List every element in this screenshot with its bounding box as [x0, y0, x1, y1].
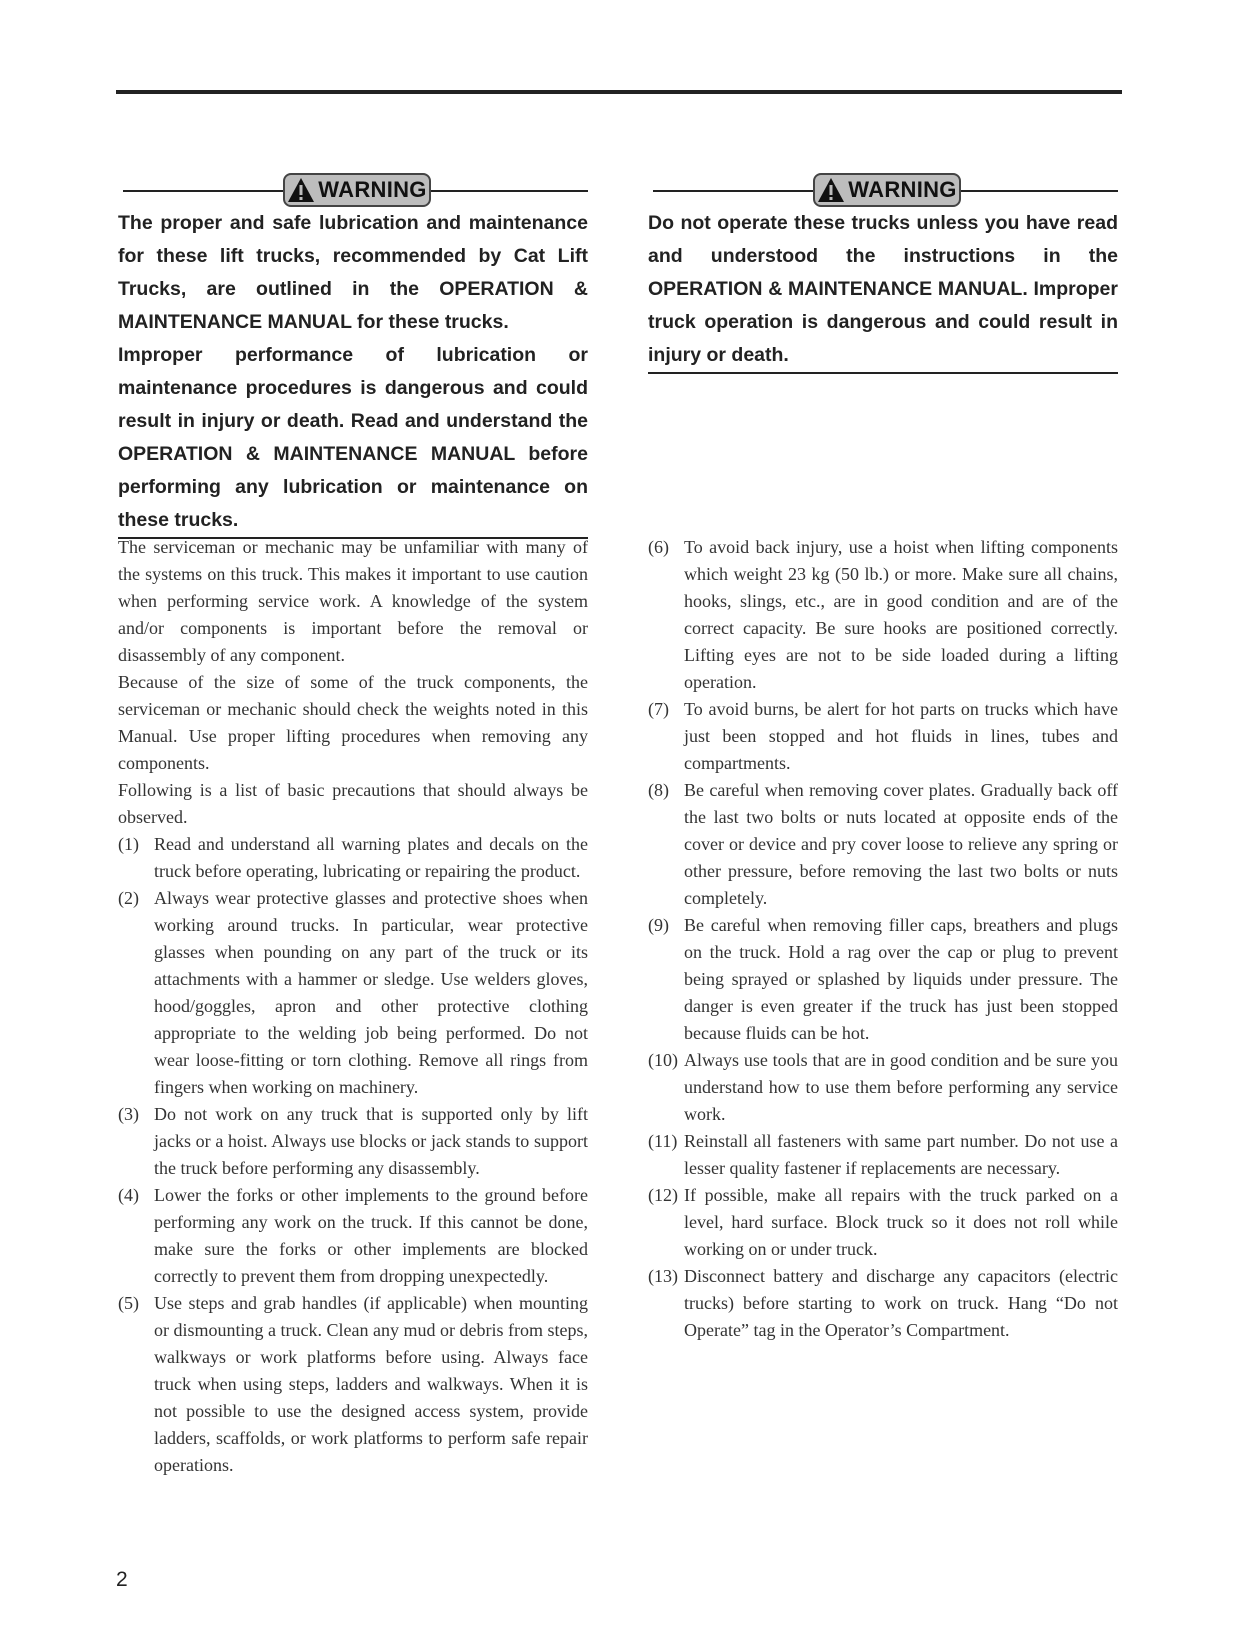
item-text: Be careful when removing cover plates. Gradually back off the last two bolts or nuts located at opposite ends of the cover or device and pry cover loose to relieve any spring or other pressure, before removing the last two bolts or nuts completely.	[684, 780, 1118, 908]
precaution-item	[118, 885, 588, 1101]
warning-paragraph: Do not operate these trucks unless you have read and understood the instructions in the OPERATION & MAINTENANCE MANUAL. Improper truck operation is dangerous and could result in injury or death.	[648, 212, 1118, 366]
precaution-item	[648, 1128, 1118, 1182]
item-text: If possible, make all repairs with the truck parked on a level, hard surface. Block truck so it does not roll while working on or under truck.	[684, 1185, 1118, 1259]
warning-label: WARNING	[318, 177, 427, 202]
warning-bottom-rule	[648, 372, 1118, 374]
item-text: Reinstall all fasteners with same part number. Do not use a lesser quality fastener if replacements are necessary.	[684, 1131, 1118, 1178]
item-number: (2)	[118, 888, 139, 908]
item-number: (8)	[648, 780, 669, 800]
item-text: Do not work on any truck that is supported only by lift jacks or a hoist. Always use blocks or jack stands to support the truck before performing any disassembly.	[154, 1104, 588, 1178]
warning-header	[648, 173, 1118, 207]
warning-paragraph: The proper and safe lubrication and maintenance for these lift trucks, recommended by Cat Lift Trucks, are outlined in the OPERATION & MAINTENANCE MANUAL for these trucks.	[118, 212, 588, 333]
item-text: Always use tools that are in good condition and be sure you understand how to use them before performing any service work.	[684, 1050, 1118, 1124]
item-number: (6)	[648, 537, 669, 557]
precaution-item	[118, 1101, 588, 1182]
precaution-item	[648, 777, 1118, 912]
precaution-item	[648, 1263, 1118, 1344]
precaution-item	[118, 1182, 588, 1290]
item-text: Disconnect battery and discharge any capacitors (electric trucks) before starting to work on truck. Hang “Do not Operate” tag in the Operator’s Compartment.	[684, 1266, 1118, 1340]
item-text: Lower the forks or other implements to the ground before performing any work on the truck. If this cannot be done, make sure the forks or other implements are blocked correctly to prevent them from dropping unexpectedly.	[154, 1185, 588, 1286]
precaution-item	[118, 831, 588, 885]
intro-paragraph: The serviceman or mechanic may be unfamiliar with many of the systems on this truck. This makes it important to use caution when performing service work. A knowledge of the system and/or components is important before the removal or disassembly of any component.	[118, 537, 588, 665]
item-text: Be careful when removing filler caps, breathers and plugs on the truck. Hold a rag over the cap or plug to prevent being sprayed or splashed by liquids under pressure. The danger is even greater if the truck has just been stopped because fluids can be hot.	[684, 915, 1118, 1043]
item-number: (7)	[648, 699, 669, 719]
warning-text	[118, 207, 588, 537]
item-text: To avoid burns, be alert for hot parts on trucks which have just been stopped and hot fluids in lines, tubes and compartments.	[684, 699, 1118, 773]
warning-badge	[813, 173, 961, 207]
warning-text	[648, 207, 1118, 372]
precaution-item	[648, 534, 1118, 696]
item-number: (13)	[648, 1266, 678, 1286]
page-number: 2	[116, 1568, 128, 1591]
warning-box-operation	[648, 173, 1118, 374]
item-number: (3)	[118, 1104, 139, 1124]
item-number: (5)	[118, 1293, 139, 1313]
precaution-item	[648, 696, 1118, 777]
precaution-item	[648, 1182, 1118, 1263]
warning-badge	[283, 173, 431, 207]
item-text: Always wear protective glasses and protective shoes when working around trucks. In particular, wear protective glasses when pounding on any part of the truck or its attachments with a hammer or sledge. Use welders gloves, hood/goggles, apron and other protective clothing appropriate to the welding job being performed. Do not wear loose-fitting or torn clothing. Remove all rings from fingers when working on machinery.	[154, 888, 588, 1097]
warning-header	[118, 173, 588, 207]
item-number: (11)	[648, 1131, 678, 1151]
right-column-body	[648, 534, 1118, 1344]
item-number: (4)	[118, 1185, 139, 1205]
warning-paragraph: Improper performance of lubrication or maintenance procedures is dangerous and could result in injury or death. Read and understand the OPERATION & MAINTENANCE MANUAL before performing any lubrication or maintenance on these trucks.	[118, 344, 588, 531]
precaution-item	[648, 912, 1118, 1047]
warning-box-maintenance	[118, 173, 588, 539]
warning-triangle-icon	[287, 177, 315, 203]
warning-triangle-icon	[817, 177, 845, 203]
left-column-body	[118, 534, 588, 1479]
intro-paragraph: Because of the size of some of the truck components, the serviceman or mechanic should check the weights noted in this Manual. Use proper lifting procedures when removing any components.	[118, 672, 588, 773]
item-number: (1)	[118, 834, 139, 854]
header-rule	[116, 90, 1122, 94]
precaution-item	[648, 1047, 1118, 1128]
intro-paragraph: Following is a list of basic precautions that should always be observed.	[118, 780, 588, 827]
warning-label: WARNING	[848, 177, 957, 202]
precaution-item	[118, 1290, 588, 1479]
item-text: To avoid back injury, use a hoist when lifting components which weight 23 kg (50 lb.) or more. Make sure all chains, hooks, slings, etc., are in good condition and are of the correct capacity. Be sure hooks are positioned correctly. Lifting eyes are not to be side loaded during a lifting operation.	[684, 537, 1118, 692]
item-text: Read and understand all warning plates and decals on the truck before operating, lubricating or repairing the product.	[154, 834, 588, 881]
item-number: (12)	[648, 1185, 678, 1205]
item-text: Use steps and grab handles (if applicable) when mounting or dismounting a truck. Clean any mud or debris from steps, walkways or work platforms before using. Always face truck when using steps, ladders and walkways. When it is not possible to use the designed access system, provide ladders, scaffolds, or work platforms to perform safe repair operations.	[154, 1293, 588, 1475]
item-number: (9)	[648, 915, 669, 935]
item-number: (10)	[648, 1050, 678, 1070]
